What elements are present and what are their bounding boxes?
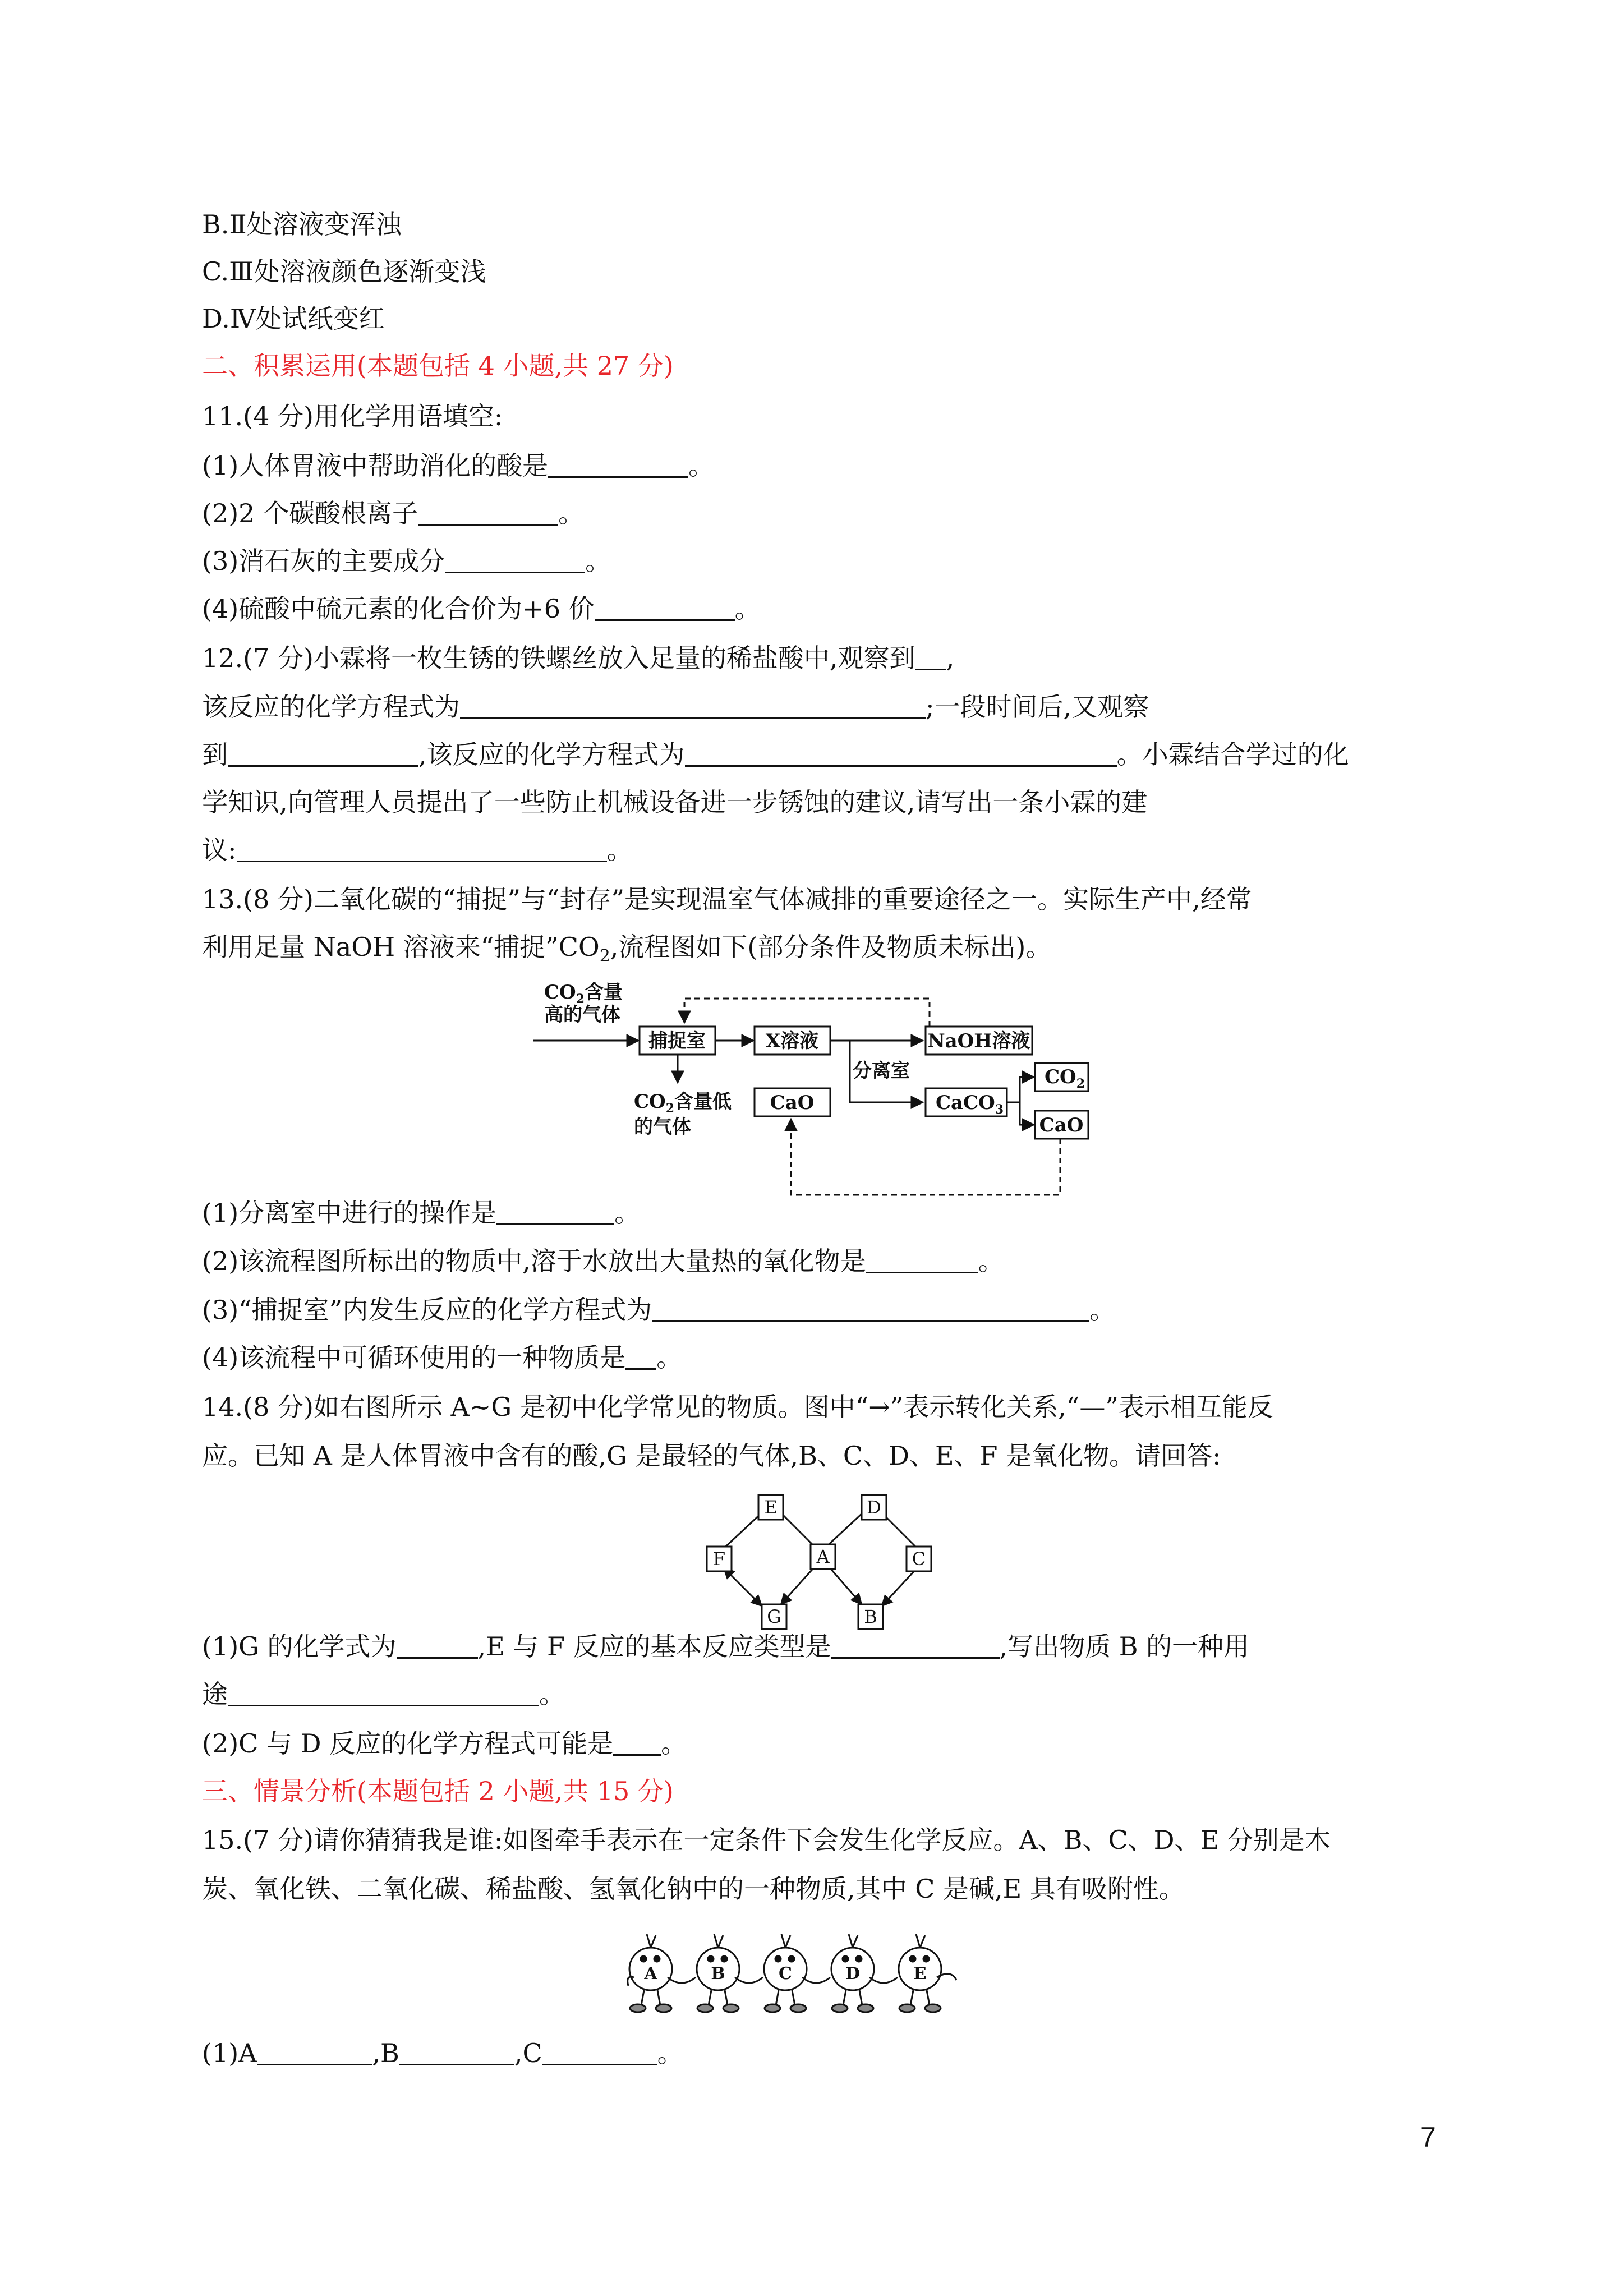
q13-part2-text: (2)该流程图所标出的物质中,溶于水放出大量热的氧化物是 [202,1246,866,1276]
q15-line1: 15.(7 分)请你猜猜我是谁:如图牵手表示在一定条件下会发生化学反应。A、B、C、D、E 分别是木 [202,1825,1331,1855]
q13-part2 [202,1244,1004,1278]
q11-part4-end: 。 [734,593,761,624]
q12-line1-text: 12.(7 分)小霖将一枚生锈的铁螺丝放入足量的稀盐酸中,观察到 [202,643,915,673]
figure-a-label: A [644,1964,657,1984]
q14-part1-cont-text: 途 [202,1679,228,1709]
q13-part2-end: 。 [978,1246,1004,1276]
figure-c-label: C [779,1964,792,1984]
answer-blank[interactable] [652,1295,1089,1322]
node-a-label: A [816,1546,830,1567]
q15-part1-end: 。 [657,2038,683,2068]
q13-part1-text: (1)分离室中进行的操作是 [202,1198,497,1228]
answer-blank[interactable] [613,1728,661,1756]
answer-blank[interactable] [496,1198,614,1225]
node-g-label: G [767,1606,781,1627]
node-b-label: B [864,1606,877,1627]
figure-e-label: E [913,1964,927,1984]
answer-blank[interactable] [257,2038,372,2065]
q13-line2 [202,930,1052,967]
input-gas-label: $CO_2$含量 [544,981,623,1006]
q11-part3 [202,544,611,578]
node-f-label: F [712,1548,726,1570]
q14-part2-text: (2)C 与 D 反应的化学方程式可能是 [202,1728,614,1759]
caco3-label: CaCO$_3$ [936,1092,1004,1117]
q11-part1 [202,449,714,482]
q12-line2-tail: ;一段时间后,又观察 [926,692,1149,722]
option-d: D.Ⅳ处试纸变红 [202,303,385,334]
section-3-heading: 三、情景分析(本题包括 2 小题,共 15 分) [202,1776,674,1806]
q11-part2-end: 。 [558,498,585,528]
q13-line2-tail: ,流程图如下(部分条件及物质未标出)。 [610,932,1052,962]
output-gas-label: $CO_2$含量低 [634,1091,732,1116]
figure-b-label: B [711,1964,725,1984]
node-e-label: E [764,1497,778,1518]
separator-label: 分离室 [853,1060,910,1082]
q15-line2: 炭、氧化铁、二氧化碳、稀盐酸、氢氧化钠中的一种物质,其中 C 是碱,E 具有吸附性。 [202,1874,1185,1904]
substance-relation-diagram [696,1489,942,1641]
answer-blank[interactable] [625,1342,656,1370]
q13-part3-text: (3)“捕捉室”内发生反应的化学方程式为 [202,1295,652,1325]
q14-part2 [202,1727,687,1760]
answer-blank[interactable] [866,1246,978,1273]
q14-part1 [202,1630,1249,1663]
q15-part1-b: ,B [372,2038,399,2068]
q15-part1-a: (1)A [202,2038,257,2068]
q12-line2-text: 该反应的化学方程式为 [202,692,460,722]
answer-blank[interactable] [685,739,1117,767]
option-b: B.Ⅱ处溶液变浑浊 [202,209,402,240]
answer-blank[interactable] [595,593,735,621]
q12-line1-end: , [946,643,955,673]
q14-line1: 14.(8 分)如右图所示 A~G 是初中化学常见的物质。图中“→”表示转化关系,“—”表示相互能反 [202,1392,1273,1422]
answer-blank[interactable] [445,546,585,573]
q12-line3-tail: 。小霖结合学过的化 [1116,739,1349,770]
q11-part2-text: (2)2 个碳酸根离子 [202,498,418,528]
cao-left-label: CaO [770,1092,815,1114]
node-d-label: D [867,1497,881,1518]
input-gas-label-2: 高的气体 [544,1004,620,1026]
q13-part4-text: (4)该流程中可循环使用的一种物质是 [202,1342,626,1373]
page-number: 7 [1420,2122,1436,2153]
answer-blank[interactable] [460,692,926,719]
q12-line3-mid: ,该反应的化学方程式为 [418,739,685,770]
answer-blank[interactable] [399,2038,514,2065]
q13-part4-end: 。 [656,1342,683,1373]
figure-d-label: D [845,1964,861,1984]
q12-line1 [202,641,954,675]
q13-line1: 13.(8 分)二氧化碳的“捕捉”与“封存”是实现温室气体减排的重要途径之一。实际生产中,经常 [202,884,1252,914]
q14-part1-text: (1)G 的化学式为 [202,1631,397,1662]
q14-part1-cont-end: 。 [539,1679,565,1709]
q11-part2 [202,496,584,530]
q11-part3-end: 。 [585,546,611,576]
hand-holding-figures [625,1924,1013,2025]
q12-line5-end: 。 [606,835,633,865]
q13-part1 [202,1196,640,1230]
option-c: C.Ⅲ处溶液颜色逐渐变浅 [202,256,486,287]
q12-line3-text: 到 [202,739,228,770]
answer-blank[interactable] [397,1631,478,1659]
answer-blank[interactable] [542,2038,657,2065]
naoh-solution-label: NaOH溶液 [927,1030,1030,1052]
q12-line4: 学知识,向管理人员提出了一些防止机械设备进一步锈蚀的建议,请写出一条小霖的建 [202,787,1148,817]
output-gas-label-2: 的气体 [634,1116,691,1138]
q12-line5 [202,833,633,867]
answer-blank[interactable] [228,1679,539,1706]
q12-line3 [202,738,1349,771]
q14-part2-end: 。 [661,1728,687,1759]
q12-line2 [202,690,1149,724]
answer-blank[interactable] [228,739,418,767]
q14-part1-tail: ,写出物质 B 的一种用 [999,1631,1250,1662]
answer-blank[interactable] [915,643,946,670]
q14-part1-mid: ,E 与 F 反应的基本反应类型是 [477,1631,831,1662]
answer-blank[interactable] [831,1631,1000,1659]
q11-part4-text: (4)硫酸中硫元素的化合价为+6 价 [202,593,595,624]
co2-label: $CO_2$ [1045,1066,1085,1091]
q11-part3-text: (3)消石灰的主要成分 [202,546,445,576]
q11-part4 [202,592,761,625]
q13-part3 [202,1293,1115,1327]
answer-blank[interactable] [418,498,558,526]
co2-capture-flow-diagram [533,979,1105,1214]
q13-part1-end: 。 [614,1198,641,1228]
q12-line5-text: 议: [202,835,237,865]
node-c-label: C [912,1548,926,1570]
q14-line2: 应。已知 A 是人体胃液中含有的酸,G 是最轻的气体,B、C、D、E、F 是氧化物。请回答: [202,1441,1221,1471]
q13-part3-end: 。 [1089,1295,1116,1325]
cao-right-label: CaO [1039,1114,1084,1137]
q11-part1-text: (1)人体胃液中帮助消化的酸是 [202,450,549,481]
answer-blank[interactable] [237,835,607,862]
x-solution-label: X溶液 [765,1030,819,1052]
q15-part1-c: ,C [514,2038,542,2068]
q15-part1 [202,2036,683,2070]
q14-part1-cont [202,1677,565,1711]
q11-stem: 11.(4 分)用化学用语填空: [202,401,503,431]
q13-part4 [202,1341,682,1374]
capture-chamber-label: 捕捉室 [648,1030,706,1052]
section-2-heading: 二、积累运用(本题包括 4 小题,共 27 分) [202,351,674,381]
q11-part1-end: 。 [688,450,715,481]
answer-blank[interactable] [548,450,688,478]
q13-line2-text: 利用足量 NaOH 溶液来“捕捉”CO [202,932,600,962]
q13-line2-sub: 2 [599,946,610,967]
